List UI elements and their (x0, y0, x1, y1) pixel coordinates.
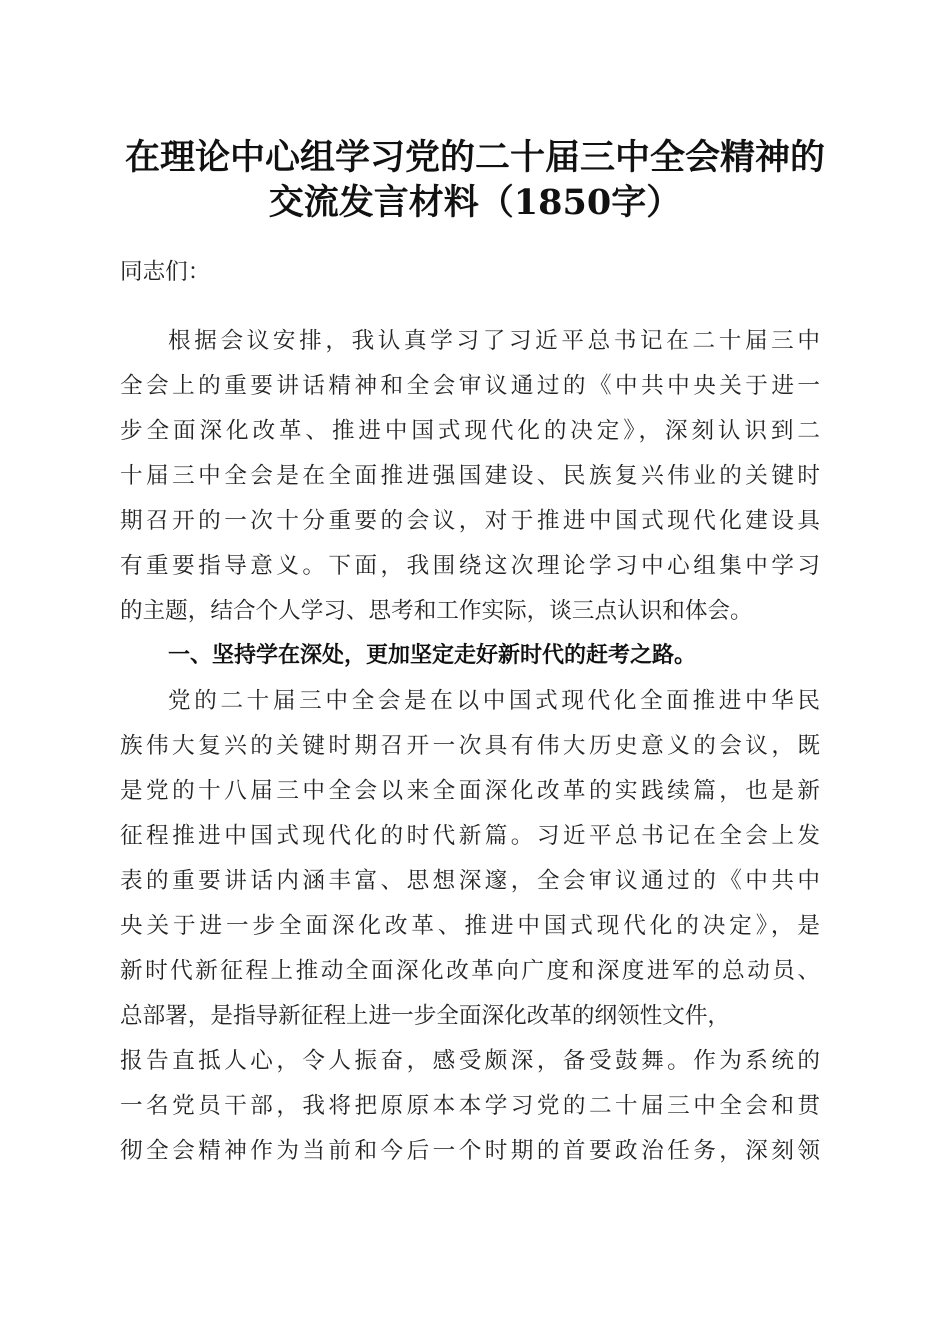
salutation: 同志们： (120, 259, 211, 285)
paragraph-2-line: 是党的十八届三中全会以来全面深化改革的实践续篇，也是新 (120, 778, 820, 804)
paragraph-1-line: 根据会议安排，我认真学习了习近平总书记在二十届三中 (168, 328, 820, 354)
paragraph-1-line: 期召开的一次十分重要的会议，对于推进中国式现代化建设具 (120, 508, 820, 534)
paragraph-2-line: 族伟大复兴的关键时期召开一次具有伟大历史意义的会议，既 (120, 733, 820, 759)
paragraph-2-line: 党的二十届三中全会是在以中国式现代化全面推进中华民 (168, 688, 820, 714)
paragraph-2-line: 征程推进中国式现代化的时代新篇。习近平总书记在全会上发 (120, 823, 820, 849)
paragraph-1-line: 步全面深化改革、推进中国式现代化的决定》，深刻认识到二 (120, 418, 820, 444)
paragraph-1-line: 全会上的重要讲话精神和全会审议通过的《中共中央关于进一 (120, 373, 820, 399)
section-1-heading: 一、坚持学在深处，更加坚定走好新时代的赶考之路。 (168, 643, 697, 668)
paragraph-2-line: 表的重要讲话内涵丰富、思想深邃，全会审议通过的《中共中 (120, 868, 820, 894)
paragraph-1-line: 的主题，结合个人学习、思考和工作实际，谈三点认识和体会。 (120, 598, 753, 624)
paragraph-2-line: 总部署，是指导新征程上进一步全面深化改革的纲领性文件， (120, 1003, 731, 1029)
paragraph-2-line: 新时代新征程上推动全面深化改革向广度和深度进军的总动员、 (120, 958, 820, 984)
paragraph-2-line: 央关于进一步全面深化改革、推进中国式现代化的决定》，是 (120, 913, 820, 939)
paragraph-1-line: 十届三中全会是在全面推进强国建设、民族复兴伟业的关键时 (120, 463, 820, 489)
paragraph-2-line: 一名党员干部，我将把原原本本学习党的二十届三中全会和贯 (120, 1093, 820, 1119)
paragraph-2-line: 彻全会精神作为当前和今后一个时期的首要政治任务，深刻领 (120, 1138, 820, 1164)
paragraph-1-line: 有重要指导意义。下面，我围绕这次理论学习中心组集中学习 (120, 553, 820, 579)
document-title-line-2: 交流发言材料（1850字） (268, 182, 682, 223)
document-title-line-1: 在理论中心组学习党的二十届三中全会精神的 (124, 137, 825, 178)
paragraph-2-line: 报告直抵人心，令人振奋，感受颇深，备受鼓舞。作为系统的 (120, 1048, 820, 1074)
